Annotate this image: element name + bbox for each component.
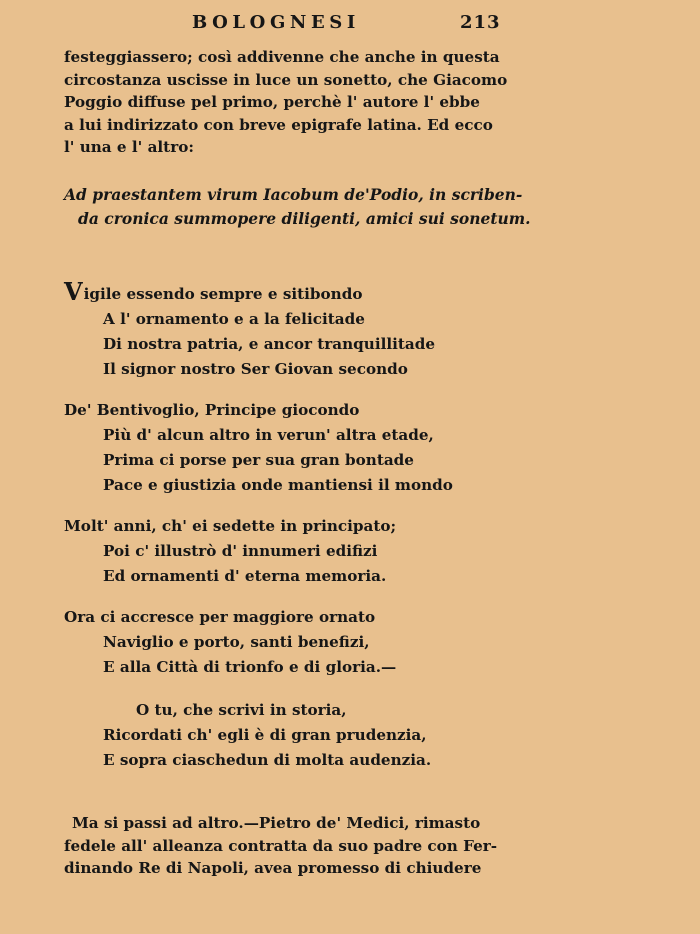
verse-line: E sopra ciaschedun di molta audenzia.	[103, 751, 432, 769]
page-number: 213	[460, 12, 501, 33]
page-header	[0, 8, 700, 38]
verse-line: De' Bentivoglio, Principe giocondo	[64, 401, 360, 419]
verse-line: Ed ornamenti d' eterna memoria.	[103, 567, 387, 585]
verse-line: A l' ornamento e a la felicitade	[103, 310, 365, 328]
intro-line: Poggio diffuse pel primo, perchè l' autore l' ebbe	[64, 93, 480, 111]
latin-dedication	[64, 183, 531, 231]
verse-line: Molt' anni, ch' ei sedette in principato;	[64, 517, 397, 535]
verse-line: Pace e giustizia onde mantiensi il mondo	[103, 476, 453, 494]
running-head: BOLOGNESI	[192, 12, 360, 33]
sonnet-quatrain-2	[64, 398, 524, 498]
verse-line: E alla Città di trionfo e di gloria.—	[103, 658, 397, 676]
verse-line	[64, 277, 524, 307]
dedication-line: da cronica summopere diligenti, amici sui sonetum.	[78, 209, 531, 228]
verse-line: Di nostra patria, e ancor tranquillitade	[103, 335, 436, 353]
verse-line: Più d' alcun altro in verun' altra etade,	[103, 426, 434, 444]
closing-line: fedele all' alleanza contratta da suo padre con Fer-	[64, 836, 498, 855]
verse-line: Ora ci accresce per maggiore ornato	[64, 608, 376, 626]
intro-line: festeggiassero; così addivenne che anche in questa	[64, 48, 500, 66]
intro-paragraph	[64, 46, 520, 159]
dedication-line: Ad praestantem virum Iacobum de'Podio, in scriben-	[64, 185, 523, 204]
verse-line: Il signor nostro Ser Giovan secondo	[103, 360, 408, 378]
verse-line: Prima ci porse per sua gran bontade	[103, 451, 414, 469]
verse-line: Poi c' illustrò d' innumeri edifizi	[103, 542, 378, 560]
intro-line: l' una e l' altro:	[64, 138, 194, 156]
verse-line: Ricordati ch' egli è di gran prudenzia,	[103, 726, 427, 744]
intro-line: a lui indirizzato con breve epigrafe latina. Ed ecco	[64, 115, 493, 134]
drop-cap: V	[64, 277, 83, 306]
sonnet-tercet-2	[64, 605, 524, 680]
verse-line: Naviglio e porto, santi benefizi,	[103, 633, 370, 651]
closing-line: dinando Re di Napoli, avea promesso di chiudere	[64, 859, 482, 877]
closing-line: Ma si passi ad altro.—Pietro de' Medici, rimasto	[72, 814, 481, 832]
sonnet-coda	[64, 698, 524, 773]
sonnet-quatrain-1	[64, 277, 524, 382]
verse-text: igile essendo sempre e sitibondo	[83, 285, 363, 303]
sonnet-tercet-1	[64, 514, 524, 589]
closing-paragraph	[64, 812, 520, 880]
intro-line: circostanza uscisse in luce un sonetto, che Giacomo	[64, 70, 508, 89]
verse-line: O tu, che scrivi in storia,	[136, 701, 347, 719]
